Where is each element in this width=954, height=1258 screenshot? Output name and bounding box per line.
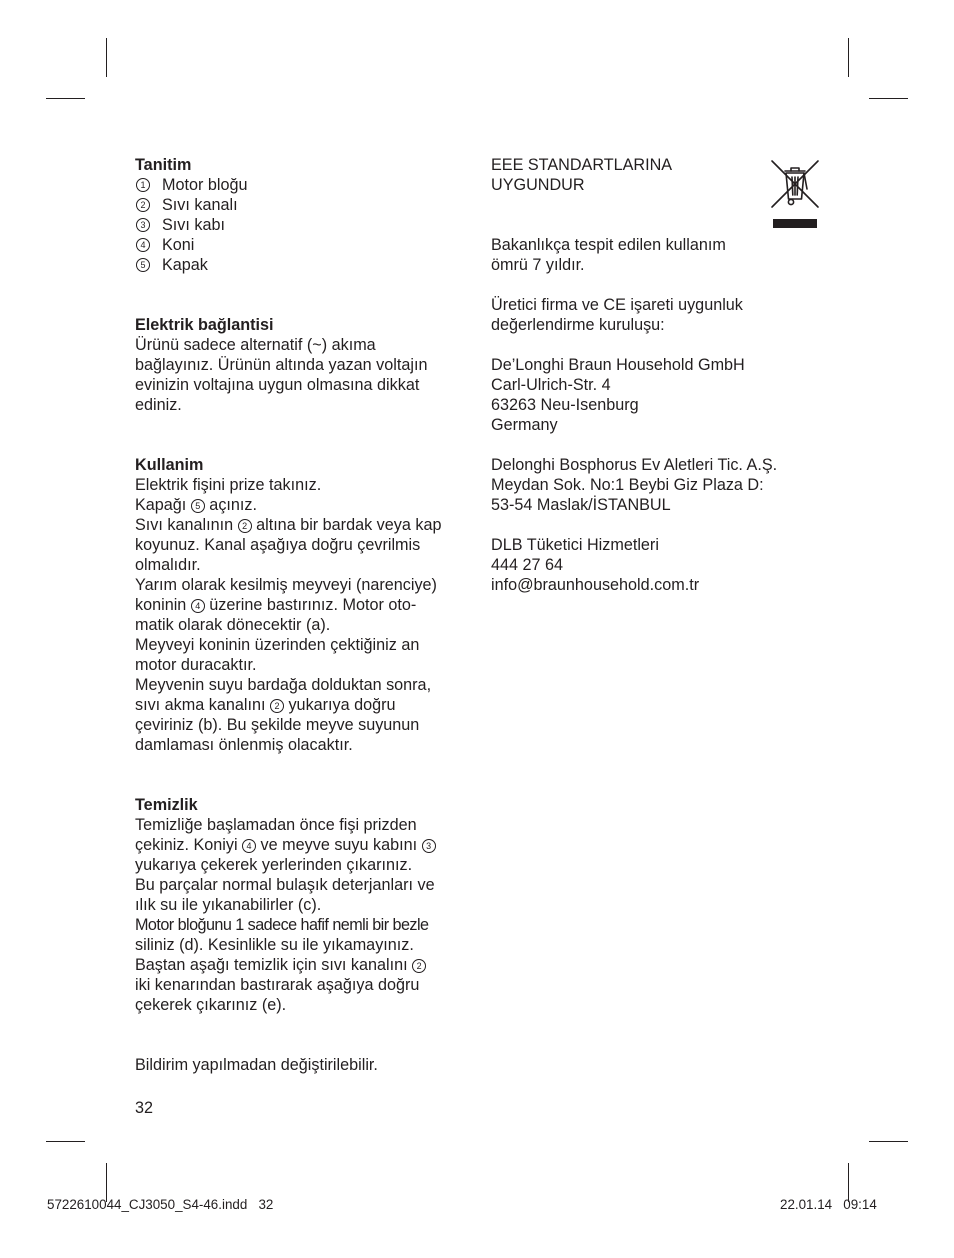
circled-number-icon: 3	[422, 839, 436, 853]
importer-address	[491, 455, 821, 515]
usage-line: Kapağı 5 açınız.	[135, 496, 257, 514]
manufacturer-line: Carl-Ulrich-Str. 4	[491, 376, 611, 394]
part-item-5: 5 Kapak	[135, 255, 470, 275]
cleaning-line: ılık su ile yıkanabilirler (c).	[135, 896, 322, 914]
eee-line: UYGUNDUR	[491, 176, 585, 194]
manufacturer-line: De’Longhi Braun Household GmbH	[491, 356, 745, 374]
usage-heading: Kullanim	[135, 456, 204, 474]
part-item-1: 1 Motor bloğu	[135, 175, 470, 195]
circled-number-icon: 4	[242, 839, 256, 853]
cleaning-line: iki kenarından bastırarak aşağıya doğru	[135, 976, 420, 994]
page-number: 32	[135, 1099, 154, 1117]
circled-number-icon: 4	[135, 235, 155, 255]
file-slug: 5722610044_CJ3050_S4-46.indd 32	[47, 1197, 274, 1212]
circled-number-icon: 2	[270, 699, 284, 713]
service-email: info@braunhousehold.com.tr	[491, 576, 700, 594]
date-slug: 22.01.14 09:14	[780, 1197, 877, 1212]
crossed-out-wheelie-bin-icon	[770, 159, 820, 229]
electric-line: Ürünü sadece alternatif (~) akıma	[135, 336, 376, 354]
usage-line: motor duracaktır.	[135, 656, 257, 674]
cleaning-heading: Temizlik	[135, 796, 198, 814]
manufacturer-address	[491, 355, 821, 435]
left-column	[135, 155, 470, 1075]
part-item-4: 4 Koni	[135, 235, 470, 255]
lifetime-line: Bakanlıkça tespit edilen kullanım	[491, 236, 726, 254]
manufacturer-line: 63263 Neu-Isenburg	[491, 396, 639, 414]
usage-line: koyunuz. Kanal aşağıya doğru çevrilmis	[135, 536, 421, 554]
usage-line: damlaması önlenmiş olacaktır.	[135, 736, 353, 754]
usage-line: Sıvı kanalının 2 altına bir bardak veya kap	[135, 516, 442, 534]
lifetime-section	[491, 235, 821, 275]
circled-number-icon: 4	[191, 599, 205, 613]
cleaning-line: Temizliğe başlamadan önce fişi prizden	[135, 816, 417, 834]
usage-line: koninin 4 üzerine bastırınız. Motor oto-	[135, 596, 417, 614]
ce-line: Üretici firma ve CE işareti uygunluk	[491, 296, 743, 314]
customer-service	[491, 535, 821, 595]
ce-section	[491, 295, 821, 335]
ce-line: değerlendirme kuruluşu:	[491, 316, 665, 334]
importer-line: Meydan Sok. No:1 Beybi Giz Plaza D:	[491, 476, 764, 494]
circled-number-icon: 2	[238, 519, 252, 533]
cleaning-line: yukarıya çekerek yerlerinden çıkarınız.	[135, 856, 413, 874]
importer-line: 53-54 Maslak/İSTANBUL	[491, 496, 671, 514]
crop-mark-top-left-horizontal	[46, 98, 85, 99]
circled-number-icon: 2	[412, 959, 426, 973]
intro-section	[135, 155, 470, 275]
importer-line: Delonghi Bosphorus Ev Aletleri Tic. A.Ş.	[491, 456, 778, 474]
cleaning-line: Baştan aşağı temizlik için sıvı kanalını 2	[135, 955, 470, 975]
electric-line: bağlayınız. Ürünün altında yazan voltajın	[135, 356, 428, 374]
eee-line: EEE STANDARTLARINA	[491, 156, 673, 174]
electric-heading: Elektrik bağlantisi	[135, 316, 274, 334]
electric-section	[135, 315, 470, 415]
usage-line: matik olarak dönecektir (a).	[135, 616, 331, 634]
usage-line: Yarım olarak kesilmiş meyveyi (narenciye)	[135, 576, 437, 594]
usage-line: Meyveyi koninin üzerinden çektiğiniz an	[135, 636, 420, 654]
intro-heading: Tanitim	[135, 156, 192, 174]
cleaning-line: çekiniz. Koniyi 4 ve meyve suyu kabını 3	[135, 835, 470, 855]
circled-number-icon: 5	[191, 499, 205, 513]
manufacturer-line: Germany	[491, 416, 558, 434]
usage-line: sıvı akma kanalını 2 yukarıya doğru	[135, 696, 396, 714]
electric-line: ediniz.	[135, 396, 182, 414]
crop-mark-top-left-vertical	[106, 38, 107, 77]
crop-mark-top-right-horizontal	[869, 98, 908, 99]
service-phone: 444 27 64	[491, 556, 564, 574]
cleaning-line: Motor bloğunu 1 sadece hafif nemli bir bezle	[135, 916, 429, 934]
electric-line: evinizin voltajına uygun olmasına dikkat	[135, 376, 420, 394]
part-item-3: 3 Sıvı kabı	[135, 215, 470, 235]
cleaning-line: çekerek çıkarınız (e).	[135, 996, 287, 1014]
cleaning-section	[135, 795, 470, 1015]
usage-line: olmalıdır.	[135, 556, 201, 574]
circled-number-icon: 1	[135, 175, 155, 195]
usage-section	[135, 455, 470, 755]
usage-line: çeviriniz (b). Bu şekilde meyve suyunun	[135, 716, 420, 734]
lifetime-line: ömrü 7 yıldır.	[491, 256, 585, 274]
crop-mark-top-right-vertical	[848, 38, 849, 77]
circled-number-icon: 5	[135, 255, 155, 275]
crop-mark-bottom-left-horizontal	[46, 1141, 85, 1142]
part-item-2: 2 Sıvı kanalı	[135, 195, 470, 215]
usage-line: Elektrik fişini prize takınız.	[135, 476, 322, 494]
cleaning-line: Bu parçalar normal bulaşık deterjanları ve	[135, 876, 435, 894]
circled-number-icon: 3	[135, 215, 155, 235]
crop-mark-bottom-right-horizontal	[869, 1141, 908, 1142]
circled-number-icon: 2	[135, 195, 155, 215]
service-line: DLB Tüketici Hizmetleri	[491, 536, 659, 554]
change-notice: Bildirim yapılmadan değiştirilebilir.	[135, 1056, 378, 1074]
usage-line: Meyvenin suyu bardağa dolduktan sonra,	[135, 676, 432, 694]
cleaning-line: siliniz (d). Kesinlikle su ile yıkamayınız.	[135, 936, 414, 954]
